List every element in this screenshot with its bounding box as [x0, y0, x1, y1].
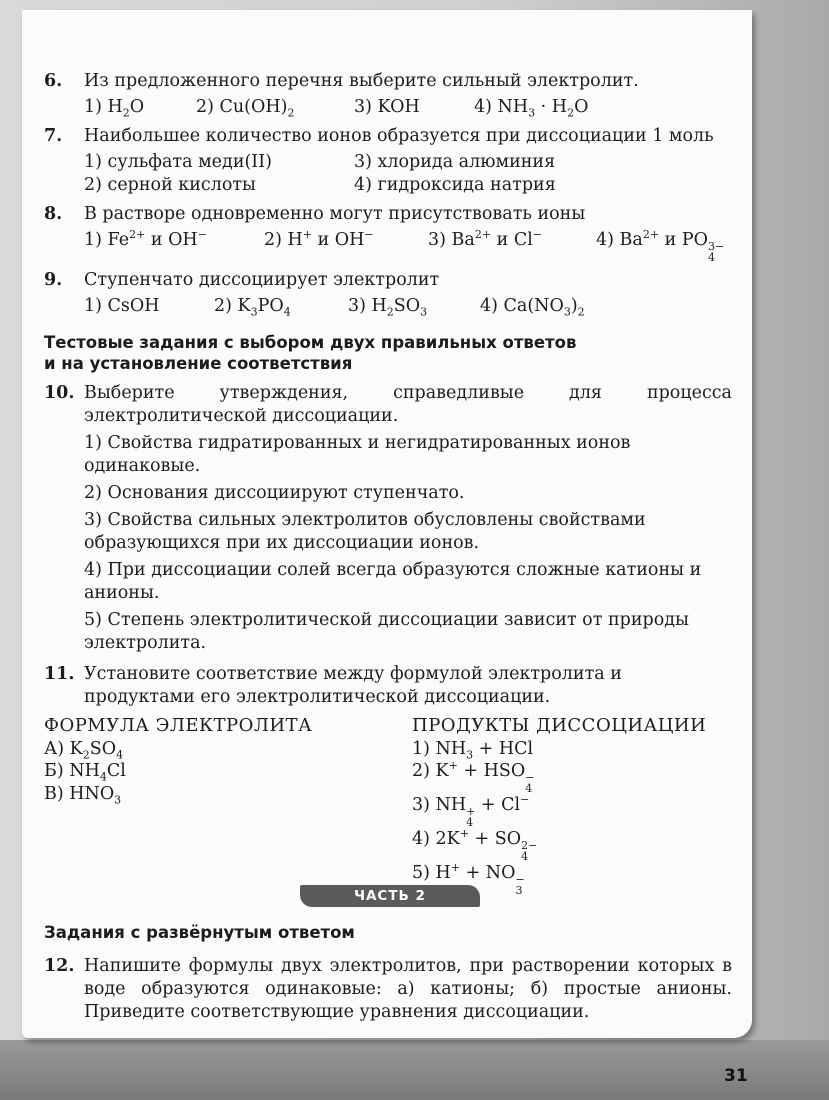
option-4: 4) При диссоциации солей всегда образуются сложные катионы и анионы. — [84, 560, 702, 603]
option-4: 4) $Ba^{2+}$ и PO 3− 4 — [596, 228, 725, 264]
question-text: Наибольшее количество ионов образуется при диссоциации 1 моль — [84, 126, 714, 146]
option-2: 2) $K_3PO_4$ — [214, 296, 291, 319]
option-2: 2) $Cu(OH)_2$ — [196, 97, 295, 120]
formula-a: А) $K_2SO_4$ — [44, 738, 124, 761]
question-7 — [44, 125, 732, 197]
products-column — [412, 715, 732, 896]
question-text: Выберите утверждения, справедливые для процесса электролитической диссоциации. — [84, 383, 732, 426]
option-3: 3) KOH — [354, 97, 420, 117]
formula-column — [44, 715, 412, 896]
option-1: 1) сульфата меди(II) — [84, 152, 272, 172]
question-number: 6. — [44, 71, 63, 91]
matching-table — [44, 715, 732, 896]
question-12 — [44, 955, 732, 1024]
option-2: 2) серной кислоты — [84, 175, 256, 195]
product-2: 2) K+ + HSO − 4 — [412, 759, 535, 795]
option-3: 3) $Ba^{2+}$ и Cl− — [428, 228, 543, 250]
section-heading: Задания с развёрнутым ответом — [44, 923, 355, 942]
question-8 — [44, 203, 732, 263]
question-10 — [44, 382, 732, 655]
option-5: 5) Степень электролитической диссоциации зависит от природы электролита. — [84, 610, 689, 653]
question-text: Из предложенного перечня выберите сильный электролит. — [84, 71, 639, 91]
formula-c: В) $HNO_3$ — [44, 783, 122, 806]
question-text: В растворе одновременно могут присутствовать ионы — [84, 204, 586, 224]
question-11 — [44, 663, 732, 709]
part-2-content — [44, 922, 732, 1030]
column-header: ПРОДУКТЫ ДИССОЦИАЦИИ — [412, 715, 707, 736]
background-shadow — [0, 1040, 829, 1100]
formula-b: Б) $NH_4Cl$ — [44, 761, 126, 784]
question-6 — [44, 70, 732, 119]
question-text: Установите соответствие между формулой электролита и продуктами его электролитической диссоциации. — [84, 664, 622, 707]
column-header: ФОРМУЛА ЭЛЕКТРОЛИТА — [44, 715, 313, 736]
question-text: Ступенчато диссоциирует электролит — [84, 270, 440, 290]
question-number: 9. — [44, 270, 63, 290]
question-number: 8. — [44, 204, 63, 224]
options — [84, 96, 732, 119]
options — [84, 151, 732, 197]
product-1: 1) $NH_3$ + HCl — [412, 738, 534, 761]
question-number: 10. — [44, 383, 75, 403]
options — [84, 295, 732, 318]
option-2: 2) Основания диссоциируют ступенчато. — [84, 483, 465, 503]
question-number: 12. — [44, 956, 75, 976]
product-4: 4) 2K+ + SO 2− 4 — [412, 827, 538, 863]
question-9 — [44, 269, 732, 318]
option-1: 1) CsOH — [84, 296, 160, 316]
part-2-badge: ЧАСТЬ 2 — [300, 885, 480, 907]
option-3: 3) хлорида алюминия — [354, 152, 556, 172]
option-1: 1) $Fe^{2+}$ и OH− — [84, 228, 207, 250]
option-3: 3) $H_2SO_3$ — [348, 296, 428, 319]
section-heading: Тестовые задания с выбором двух правильных ответов и на установление соответствия — [44, 333, 577, 373]
option-2: 2) H+ и OH− — [264, 228, 374, 250]
page-content — [44, 70, 732, 896]
question-number: 7. — [44, 126, 63, 146]
page-number: 31 — [724, 1066, 748, 1086]
option-1: 1) $H_2O$ — [84, 97, 145, 120]
question-number: 11. — [44, 664, 75, 684]
product-3: 3) NH + 4 + Cl− — [412, 793, 530, 829]
option-1: 1) Свойства гидратированных и негидратированных ионов одинаковые. — [84, 433, 631, 476]
option-4: 4) $Ca(NO_3)_2$ — [480, 296, 585, 319]
options — [84, 229, 732, 263]
option-3: 3) Свойства сильных электролитов обусловлены свойствами образующихся при их диссоциации ионов. — [84, 510, 646, 553]
question-text: Напишите формулы двух электролитов, при растворении которых в воде образуются одинаковые: а) катионы; б) простые анионы. Приведите соответствующие уравнения диссоциации. — [84, 956, 732, 1022]
option-4: 4) гидроксида натрия — [354, 175, 556, 195]
option-4: 4) $NH_3 \cdot H_2O$ — [474, 97, 589, 120]
product-5: 5) H+ + NO − 3 — [412, 861, 525, 897]
